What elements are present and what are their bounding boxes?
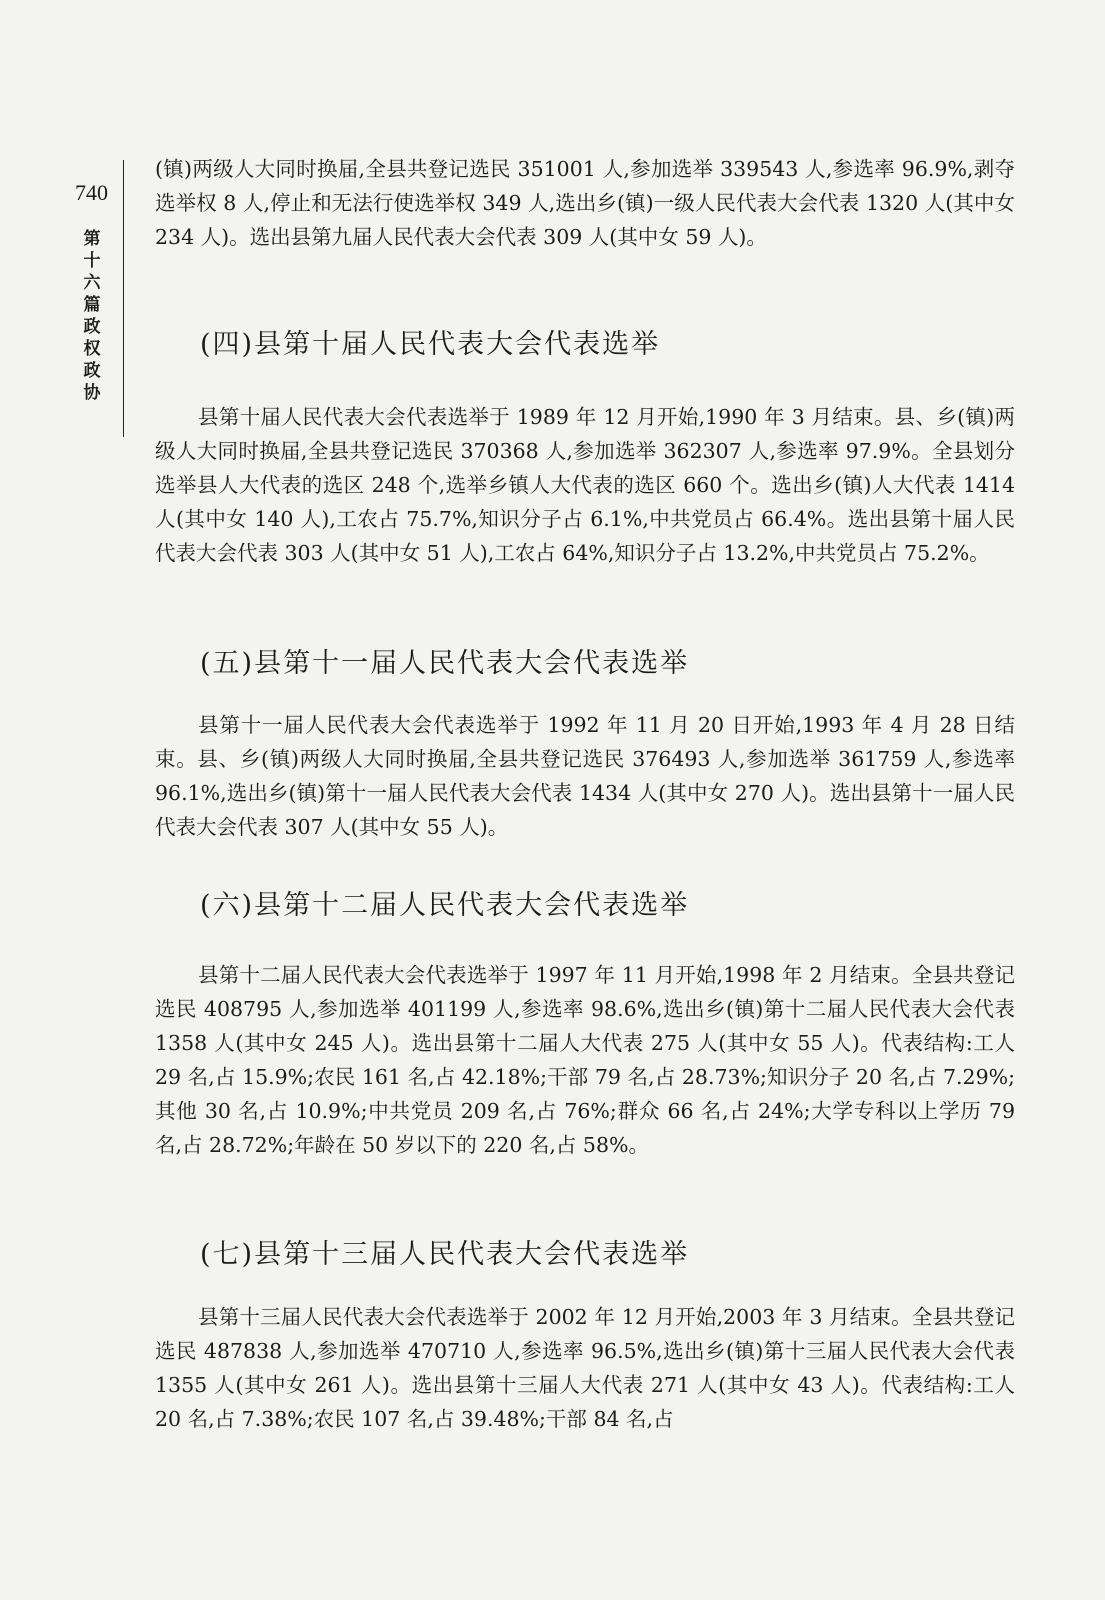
chapter-side-label: 第十六篇 政权 政协 xyxy=(83,229,101,403)
section-body-7: 县第十三届人民代表大会代表选举于 2002 年 12 月开始,2003 年 3 月结束。全县共登记选民 487838 人,参加选举 470710 人,参选率 96.5%,选出乡(镇)第十三届人民代表大会代表 1355 人(其中女 261 人)。选出县第十三届人大代表 271 人(其中女 43 人)。代表结构:工人 20 名,占 7.38%;农民 107 名,占 39.48%;干部 84 名,占 xyxy=(155,1305,1015,1431)
section-title-5: (五)县第十一届人民代表大会代表选举 xyxy=(200,648,690,679)
side-divider xyxy=(123,160,124,437)
section-body-4: 县第十届人民代表大会代表选举于 1989 年 12 月开始,1990 年 3 月结束。县、乡(镇)两级人大同时换届,全县共登记选民 370368 人,参加选举 362307 人,参选率 97.9%。全县划分选举县人大代表的选区 248 个,选举乡镇人大代表的选区 660 个。选出乡(镇)人大代表 1414 人(其中女 140 人),工农占 75.7%,知识分子占 6.1%,中共党员占 66.4%。选出县第十届人民代表大会代表 303 人(其中女 51 人),工农占 64%,知识分子占 13.2%,中共党员占 75.2%。 xyxy=(155,405,1015,565)
section-title-6: (六)县第十二届人民代表大会代表选举 xyxy=(200,890,690,921)
section-body-5: 县第十一届人民代表大会代表选举于 1992 年 11 月 20 日开始,1993 年 4 月 28 日结束。县、乡(镇)两级人大同时换届,全县共登记选民 376493 人,参加选举 361759 人,参选率 96.1%,选出乡(镇)第十一届人民代表大会代表 1434 人(其中女 270 人)。选出县第十一届人民代表大会代表 307 人(其中女 55 人)。 xyxy=(155,713,1015,839)
section-title-7: (七)县第十三届人民代表大会代表选举 xyxy=(200,1239,690,1270)
page-number: 740 xyxy=(75,180,108,205)
section-body-6: 县第十二届人民代表大会代表选举于 1997 年 11 月开始,1998 年 2 月结束。全县共登记选民 408795 人,参加选举 401199 人,参选率 98.6%,选出乡(镇)第十二届人民代表大会代表 1358 人(其中女 245 人)。选出县第十二届人大代表 275 人(其中女 55 人)。代表结构:工人 29 名,占 15.9%;农民 161 名,占 42.18%;干部 79 名,占 28.73%;知识分子 20 名,占 7.29%;其他 30 名,占 10.9%;中共党员 209 名,占 76%;群众 66 名,占 24%;大学专科以上学历 79 名,占 28.72%;年龄在 50 岁以下的 220 名,占 58%。 xyxy=(155,963,1015,1157)
intro-paragraph: (镇)两级人大同时换届,全县共登记选民 351001 人,参加选举 339543 人,参选率 96.9%,剥夺选举权 8 人,停止和无法行使选举权 349 人,选出乡(镇)一级人民代表大会代表 1320 人(其中女 234 人)。选出县第九届人民代表大会代表 309 人(其中女 59 人)。 xyxy=(155,157,1015,249)
section-title-4: (四)县第十届人民代表大会代表选举 xyxy=(200,329,661,360)
